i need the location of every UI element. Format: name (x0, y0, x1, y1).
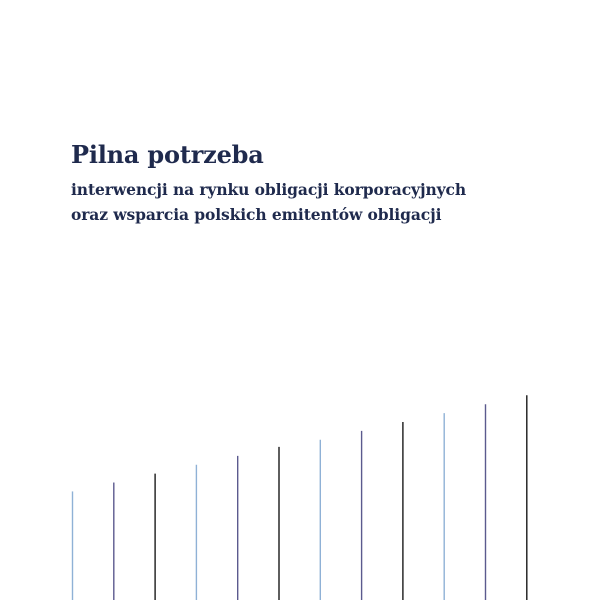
subtitle-line-2: oraz wsparcia polskich emitentów obligacji (71, 205, 442, 224)
document-title: Pilna potrzeba (71, 140, 264, 169)
subtitle-line-1: interwencji na rynku obligacji korporacyjnych (71, 180, 467, 199)
